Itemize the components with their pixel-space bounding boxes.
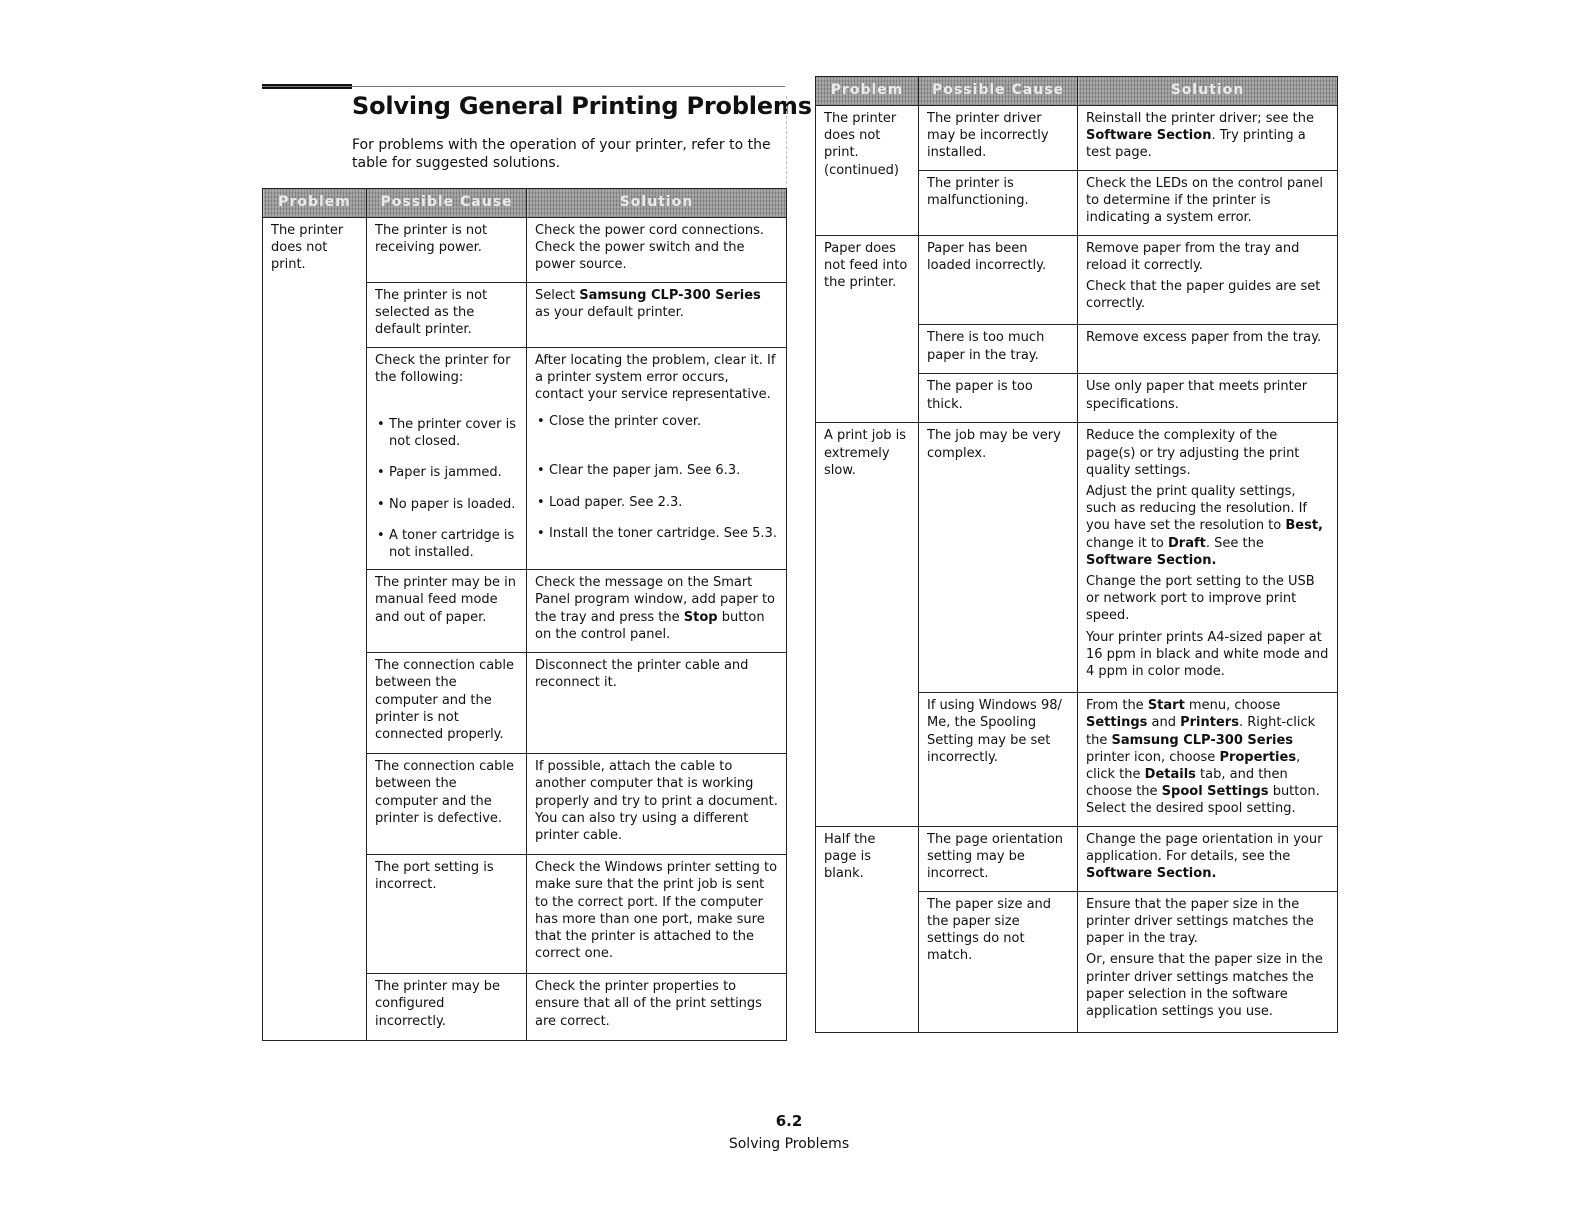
solution-cell: Change the page orientation in your application. For details, see the Software Section.: [1078, 826, 1338, 891]
cause-cell: Check the printer for the following: • The printer cover is not closed. • Paper is jammed. • No paper is loaded. • A toner cartridge is not installed.: [367, 347, 527, 570]
cause-cell: The page orientation setting may be incorrect.: [919, 826, 1078, 891]
cause-cell: The printer is malfunctioning.: [919, 170, 1078, 235]
header-possible-cause: Possible Cause: [919, 77, 1078, 106]
solution-cell: Check the power cord connections. Check the power switch and the power source.: [527, 218, 787, 283]
list-item: • Install the toner cartridge. See 5.3.: [535, 525, 778, 542]
list-item: • Clear the paper jam. See 6.3.: [535, 462, 778, 479]
header-problem: Problem: [816, 77, 919, 106]
footer-section-title: Solving Problems: [728, 1136, 850, 1152]
header-rule-thin: [262, 86, 785, 87]
solution-cell: Check the LEDs on the control panel to determine if the printer is indicating a system error.: [1078, 170, 1338, 235]
table-row: [816, 235, 1338, 325]
table-row: [816, 826, 1338, 891]
solution-cell: If possible, attach the cable to another computer that is working properly and try to print a document. You can also try using a different printer cable.: [527, 754, 787, 855]
header-problem: Problem: [263, 189, 367, 218]
list-item: • A toner cartridge is not installed.: [375, 527, 518, 561]
solution-cell: Reinstall the printer driver; see the Software Section. Try printing a test page.: [1078, 106, 1338, 171]
right-troubleshooting-table: [815, 76, 1338, 1033]
solution-cell: Remove paper from the tray and reload it correctly. Check that the paper guides are set correctly.: [1078, 235, 1338, 325]
header-possible-cause: Possible Cause: [367, 189, 527, 218]
solution-cell: Select Samsung CLP-300 Series as your default printer.: [527, 282, 787, 347]
cause-cell: The connection cable between the computer and the printer is defective.: [367, 754, 527, 855]
cause-cell: There is too much paper in the tray.: [919, 325, 1078, 374]
cause-cell: The printer may be configured incorrectly.: [367, 974, 527, 1041]
list-item: • The printer cover is not closed.: [375, 416, 518, 450]
table-row: [816, 423, 1338, 693]
cause-cell: The connection cable between the computer and the printer is not connected properly.: [367, 653, 527, 754]
cause-cell: The paper size and the paper size settings do not match.: [919, 891, 1078, 1032]
solution-cell: Use only paper that meets printer specifications.: [1078, 374, 1338, 423]
solution-cell: Disconnect the printer cable and reconnect it.: [527, 653, 787, 754]
page-title: Solving General Printing Problems: [352, 92, 812, 120]
list-item: • No paper is loaded.: [375, 496, 518, 513]
problem-cell: The printer does not print. (continued): [816, 106, 919, 236]
solution-cell: Check the Windows printer setting to make sure that the print job is sent to the correct port. If the computer has more than one port, make sure that the printer is attached to the correct one.: [527, 855, 787, 974]
list-item: • Load paper. See 2.3.: [535, 494, 778, 511]
problem-cell: A print job is extremely slow.: [816, 423, 919, 826]
solution-cell: From the Start menu, choose Settings and Printers. Right-click the Samsung CLP-300 Series printer icon, choose Properties, click the Details tab, and then choose the Spool Settings button. Select the desired spool setting.: [1078, 693, 1338, 826]
header-solution: Solution: [1078, 77, 1338, 106]
cause-cell: The port setting is incorrect.: [367, 855, 527, 974]
table-row: [816, 106, 1338, 171]
left-troubleshooting-table: [262, 188, 787, 1041]
cause-cell: Paper has been loaded incorrectly.: [919, 235, 1078, 325]
solution-cell: Check the message on the Smart Panel program window, add paper to the tray and press the Stop button on the control panel.: [527, 570, 787, 653]
problem-cell: Half the page is blank.: [816, 826, 919, 1032]
cause-cell: The printer is not receiving power.: [367, 218, 527, 283]
solution-cell: Ensure that the paper size in the printer driver settings matches the paper in the tray. Or, ensure that the paper size in the printer driver settings matches the paper selection in the software application settings you use.: [1078, 891, 1338, 1032]
intro-text: For problems with the operation of your printer, refer to the table for suggested solutions.: [352, 137, 771, 171]
cause-cell: The printer may be in manual feed mode and out of paper.: [367, 570, 527, 653]
cause-cell: The printer driver may be incorrectly installed.: [919, 106, 1078, 171]
cause-cell: If using Windows 98/ Me, the Spooling Setting may be set incorrectly.: [919, 693, 1078, 826]
problem-cell: Paper does not feed into the printer.: [816, 235, 919, 423]
solution-cell: Check the printer properties to ensure that all of the print settings are correct.: [527, 974, 787, 1041]
solution-cell: Reduce the complexity of the page(s) or try adjusting the print quality settings. Adjust the print quality settings, such as reducing the resolution. If you have set the resolution to Best, change it to Draft. See the Software Section. Change the port setting to the USB or network port to improve print speed. Your printer prints A4-sized paper at 16 ppm in black and white mode and 4 ppm in color mode.: [1078, 423, 1338, 693]
solution-cell: After locating the problem, clear it. If a printer system error occurs, contact your service representative. • Close the printer cover. • Clear the paper jam. See 6.3. • Load paper. See 2.3. • Install the toner cartridge. See 5.3.: [527, 347, 787, 570]
list-item: • Close the printer cover.: [535, 413, 778, 430]
table-row: [263, 218, 787, 283]
page-number: 6.2: [775, 1112, 803, 1130]
solution-cell: Remove excess paper from the tray.: [1078, 325, 1338, 374]
cause-cell: The job may be very complex.: [919, 423, 1078, 693]
cause-cell: The paper is too thick.: [919, 374, 1078, 423]
header-solution: Solution: [527, 189, 787, 218]
cause-cell: The printer is not selected as the default printer.: [367, 282, 527, 347]
list-item: • Paper is jammed.: [375, 464, 518, 481]
problem-cell: The printer does not print.: [263, 218, 367, 1041]
